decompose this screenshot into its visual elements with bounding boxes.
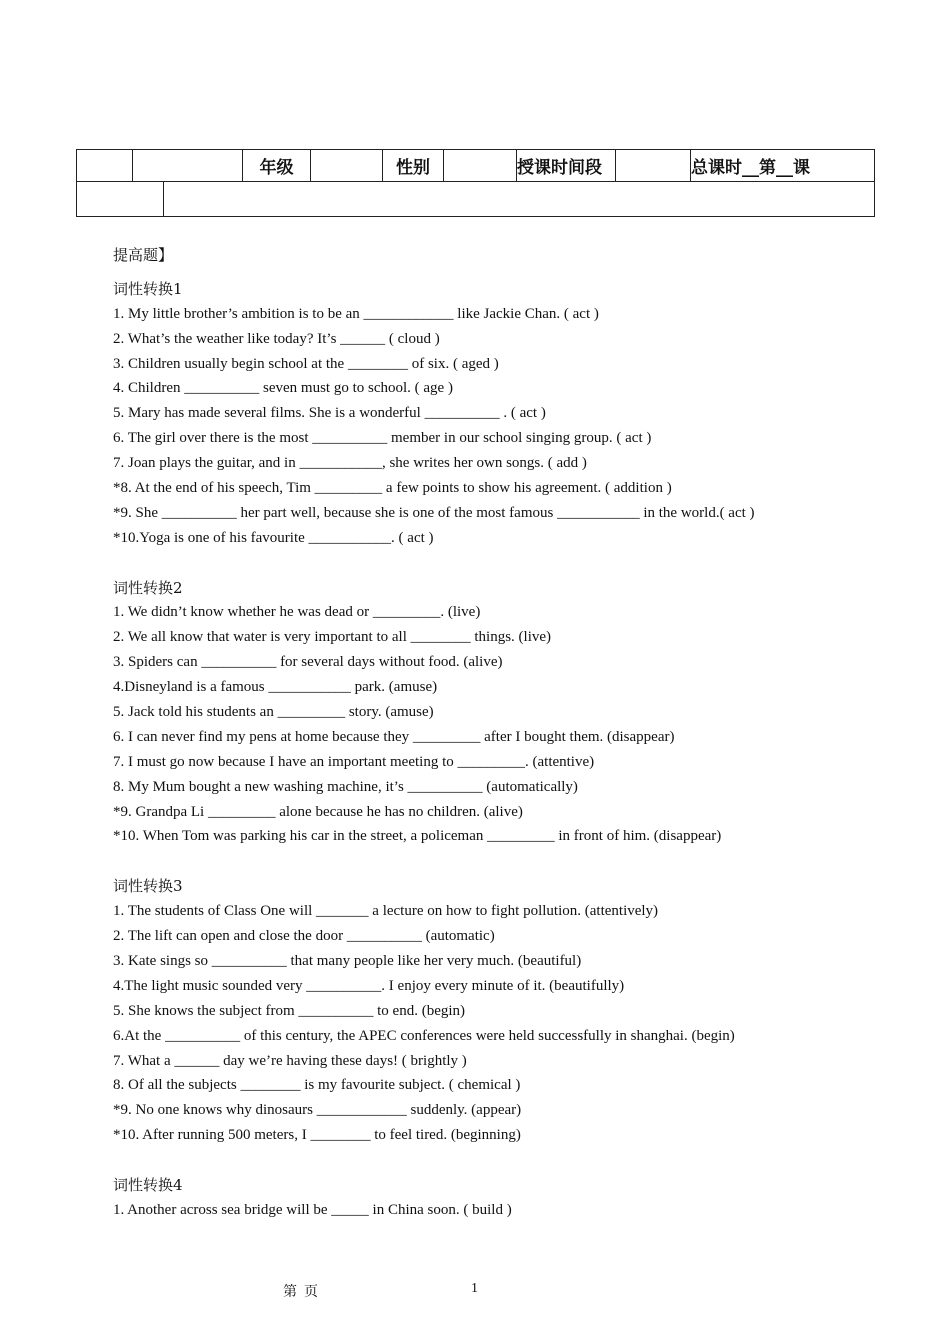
exercise-item: 1. Another across sea bridge will be _____ in China soon. ( build ) — [113, 1201, 512, 1218]
grade-value-cell — [311, 150, 383, 182]
exercise-item: 8. My Mum bought a new washing machine, it’s __________ (automatically) — [113, 778, 578, 795]
exercise-item: 6. The girl over there is the most __________ member in our school singing group. ( act ) — [113, 430, 652, 447]
header-row2-right-cell — [164, 182, 875, 217]
exercise-item: 3. Children usually begin school at the ________ of six. ( aged ) — [113, 355, 499, 372]
page-number: 1 — [471, 1281, 478, 1296]
exercise-item: 8. Of all the subjects ________ is my favourite subject. ( chemical ) — [113, 1077, 521, 1094]
exercise-item: 4.Disneyland is a famous ___________ park. (amuse) — [113, 679, 438, 696]
exercise-item: *9. She __________ her part well, because she is one of the most famous ___________ in the world.( act ) — [113, 504, 755, 521]
section-title: 词性转换2 — [113, 578, 183, 597]
time-label: 授课时间段 — [517, 150, 616, 182]
exercise-item: *9. No one knows why dinosaurs ____________ suddenly. (appear) — [113, 1102, 522, 1119]
exercise-item: 2. What’s the weather like today? It’s ______ ( cloud ) — [113, 330, 440, 347]
header-table — [76, 149, 875, 217]
section-title: 词性转换4 — [113, 1175, 183, 1194]
exercise-item: 4.The light music sounded very __________. I enjoy every minute of it. (beautifully) — [113, 977, 625, 994]
gender-label: 性别 — [383, 150, 444, 182]
exercise-item: *8. At the end of his speech, Tim _________ a few points to show his agreement. ( addition ) — [113, 480, 672, 497]
spacer — [113, 1148, 913, 1173]
exercise-item: 7. Joan plays the guitar, and in ___________, she writes her own songs. ( add ) — [113, 455, 587, 472]
exercise-item: *9. Grandpa Li _________ alone because he has no children. (alive) — [113, 803, 523, 820]
spacer — [113, 849, 913, 874]
exercise-item: 5. Jack told his students an _________ story. (amuse) — [113, 704, 434, 721]
exercise-item: 3. Spiders can __________ for several days without food. (alive) — [113, 654, 503, 671]
header-row2-left-cell — [77, 182, 164, 217]
lesson-label: 总课时__第__课 — [691, 150, 875, 182]
exercise-item: 4. Children __________ seven must go to school. ( age ) — [113, 380, 453, 397]
exercise-item: 2. We all know that water is very important to all ________ things. (live) — [113, 629, 552, 646]
exercise-content — [113, 243, 913, 1223]
exercise-item: 7. I must go now because I have an important meeting to _________. (attentive) — [113, 753, 595, 770]
spacer — [113, 268, 913, 277]
exercise-item: 7. What a ______ day we’re having these days! ( brightly ) — [113, 1052, 467, 1069]
exercise-item: 5. Mary has made several films. She is a wonderful __________ . ( act ) — [113, 405, 546, 422]
exercise-item: 1. My little brother’s ambition is to be an ____________ like Jackie Chan. ( act ) — [113, 305, 599, 322]
page-label: 第 页 — [283, 1285, 318, 1300]
exercise-item: 5. She knows the subject from __________ to end. (begin) — [113, 1002, 466, 1019]
header-cell-empty-2 — [133, 150, 243, 182]
exercise-item: *10. After running 500 meters, I ________ to feel tired. (beginning) — [113, 1127, 521, 1144]
exercise-item: *10. When Tom was parking his car in the street, a policeman _________ in front of him. (disappear) — [113, 828, 722, 845]
exercise-item: *10.Yoga is one of his favourite ___________. ( act ) — [113, 529, 434, 546]
exercise-item: 6.At the __________ of this century, the APEC conferences were held successfully in shanghai. (begin) — [113, 1027, 735, 1044]
header-cell-empty-1 — [77, 150, 133, 182]
spacer — [113, 551, 913, 576]
exercise-item: 1. We didn’t know whether he was dead or _________. (live) — [113, 604, 481, 621]
exercise-item: 2. The lift can open and close the door __________ (automatic) — [113, 928, 495, 945]
exercise-item: 6. I can never find my pens at home because they _________ after I bought them. (disappear) — [113, 728, 675, 745]
exercise-item: 3. Kate sings so __________ that many people like her very much. (beautiful) — [113, 952, 582, 969]
section-title: 词性转换1 — [113, 279, 183, 298]
section-title: 词性转换3 — [113, 877, 183, 896]
exercise-item: 1. The students of Class One will _______ a lecture on how to fight pollution. (attentively) — [113, 903, 659, 920]
section-intro: 提高题】 — [113, 246, 174, 264]
time-value-cell — [616, 150, 691, 182]
grade-label: 年级 — [243, 150, 311, 182]
gender-value-cell — [444, 150, 517, 182]
